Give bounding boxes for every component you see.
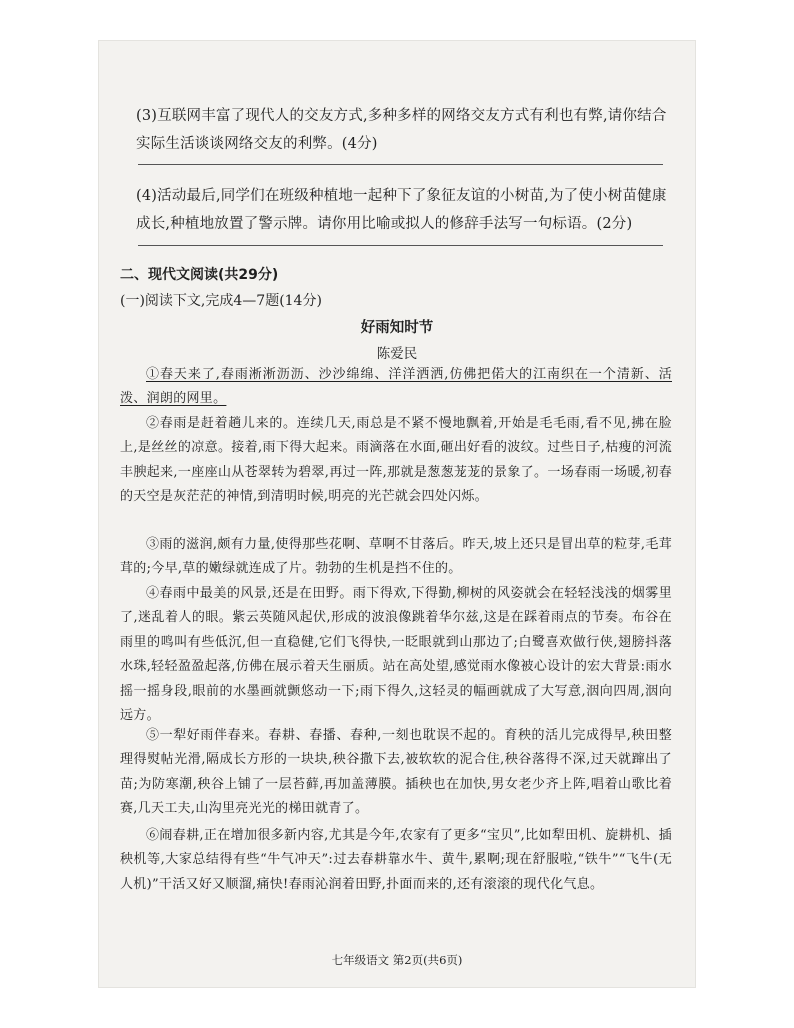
article-paragraph-6: ⑥闹春耕,正在增加很多新内容,尤其是今年,农家有了更多“宝贝”,比如犁田机、旋耕机、插秧机等,大家总结得有些“牛气冲天”:过去春耕靠水牛、黄牛,累啊;现在舒服啦,“铁牛”“飞牛(无人机)”干活又好又顺溜,痛快!春雨沁润着田野,扑面而来的,还有滚滚的现代化气息。: [120, 828, 672, 892]
question-3: (3)互联网丰富了现代人的交友方式,多种多样的网络交友方式有利也有弊,请你结合实际生活谈谈网络交友的利弊。(4分): [136, 108, 667, 152]
article-paragraph-3: ③雨的滋润,颇有力量,使得那些花啊、草啊不甘落后。昨天,坡上还只是冒出草的粒芽,毛茸茸的;今早,草的嫩绿就连成了片。勃勃的生机是挡不住的。: [120, 537, 672, 577]
exam-page: [98, 40, 696, 988]
article-paragraph-4: ④春雨中最美的风景,还是在田野。雨下得欢,下得勤,柳树的风姿就会在轻轻浅浅的烟雾里了,迷乱着人的眼。紫云英随风起伏,形成的波浪像跳着华尔兹,这是在踩着雨点的节奏。布谷在雨里的鸣叫有些低沉,但一直稳健,它们飞得快,一眨眼就到山那边了;白鹭喜欢做行侠,翅膀抖落水珠,轻轻盈盈起落,仿佛在展示着天生丽质。站在高处望,感觉雨水像被心设计的宏大背景:雨水摇一摇身段,眼前的水墨画就颤悠动一下;雨下得久,这轻灵的幅画就成了大写意,洇向四周,洇向远方。: [120, 586, 672, 724]
article-paragraph-2: ②春雨是赶着趟儿来的。连续几天,雨总是不紧不慢地飘着,开始是毛毛雨,看不见,拂在脸上,是丝丝的凉意。接着,雨下得大起来。雨滴落在水面,砸出好看的波纹。过些日子,枯瘦的河流丰腴起来,一座座山从苍翠转为碧翠,再过一阵,那就是葱葱茏茏的景象了。一场春雨一场暖,初春的天空是灰茫茫的神情,到清明时候,明亮的光芒就会四处闪烁。: [120, 416, 672, 505]
article-paragraph-1: ①春天来了,春雨淅淅沥沥、沙沙绵绵、洋洋洒洒,仿佛把偌大的江南织在一个清新、活泼、润朗的网里。: [120, 367, 672, 407]
article-author: 陈爱民: [376, 346, 418, 362]
section-instruction: (一)阅读下文,完成4—7题(14分): [120, 293, 322, 309]
question-4: (4)活动最后,同学们在班级种植地一起种下了象征友谊的小树苗,为了使小树苗健康成长,种植地放置了警示牌。请你用比喻或拟人的修辞手法写一句标语。(2分): [136, 188, 667, 232]
article-paragraph-5: ⑤一犁好雨伴春来。春耕、春播、春种,一刻也耽误不起的。育秧的活儿完成得早,秧田整理得熨帖光滑,隔成长方形的一块块,秧谷撒下去,被软软的泥合住,秧谷落得不深,过天就蹿出了苗;为防寒潮,秧谷上铺了一层苔藓,再加盖薄膜。插秧也在加快,男女老少齐上阵,唱着山歌比着赛,几天工夫,山沟里亮光光的梯田就青了。: [120, 728, 672, 817]
article-title: 好雨知时节: [360, 320, 434, 336]
page-footer: 七年级语文 第2页(共6页): [331, 953, 463, 967]
answer-line-4: [138, 245, 663, 246]
section-heading: 二、现代文阅读(共29分): [120, 267, 279, 283]
answer-line-3: [138, 164, 663, 165]
